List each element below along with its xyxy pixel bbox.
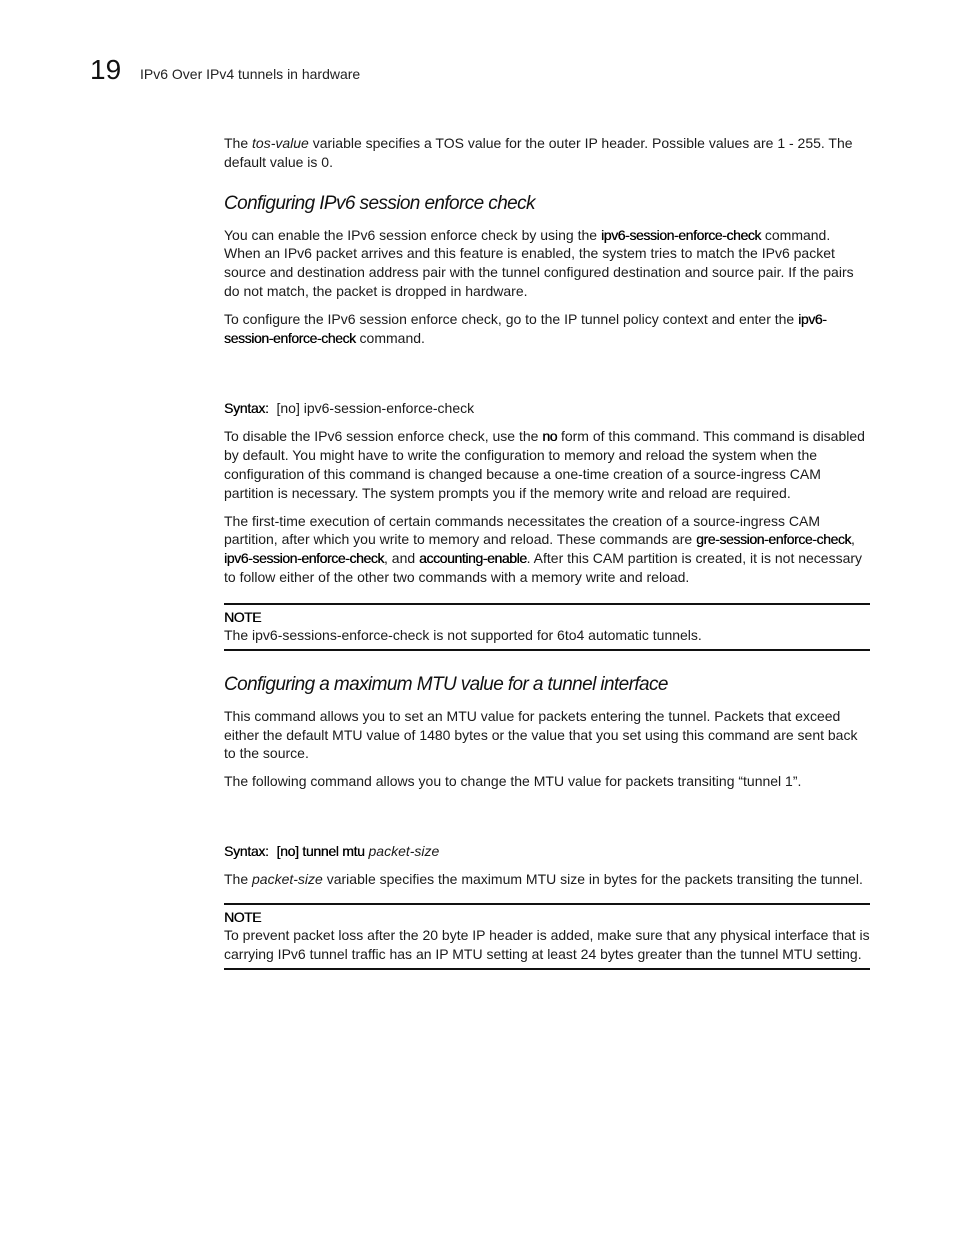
note-text: The ipv6-sessions-enforce-check is not supported for 6to4 automatic tunnels. <box>224 626 702 643</box>
variable-name: tos-value <box>252 135 309 151</box>
syntax-variable: packet-size <box>368 842 440 859</box>
text: form of this command. This command is disabled by default. You might have to write the configuration to memory and reload the system when the configuration of this command is changed because a one-time creation of a source-ingress CAM partition is necessary. The system prompts you if the memory write and reload are required. <box>224 428 865 501</box>
command-name: gre-session-enforce-check <box>696 531 852 548</box>
text: The <box>224 870 253 887</box>
text: command. <box>355 329 425 346</box>
syntax-label: Syntax: <box>224 842 269 859</box>
text: The <box>224 135 253 151</box>
syntax-label: Syntax: <box>224 400 269 417</box>
syntax-line-session-enforce <box>224 399 870 417</box>
text: To disable the IPv6 session enforce check, use the <box>224 428 543 445</box>
note-label: NOTE <box>224 908 261 925</box>
command-name: ipv6-session-enforce-check <box>600 226 761 243</box>
section-heading-session-enforce: Configuring IPv6 session enforce check <box>224 192 535 214</box>
text: , and <box>384 550 420 567</box>
text: variable specifies a TOS value for the outer IP header. Possible values are 1 - 255. The default value is 0. <box>224 135 853 170</box>
mtu-paragraph-2: The following command allows you to change the MTU value for packets transiting “tunnel 1”. <box>224 773 802 790</box>
syntax-text: [no] ipv6-session-enforce-check <box>276 400 475 417</box>
session-enforce-paragraph-1 <box>224 226 870 301</box>
session-enforce-paragraph-4 <box>224 512 870 587</box>
session-enforce-paragraph-3 <box>224 427 870 502</box>
command-name: ipv6-session-enforce-check <box>224 310 827 346</box>
session-enforce-paragraph-2 <box>224 310 870 348</box>
note-label: NOTE <box>224 608 261 625</box>
chapter-title: IPv6 Over IPv4 tunnels in hardware <box>140 66 361 82</box>
text: , <box>851 531 855 548</box>
command-name: ipv6-session-enforce-check <box>224 550 385 567</box>
text: The first-time execution of certain commands necessitates the creation of a source-ingress CAM partition, after which you write to memory and reload. These commands are <box>224 512 821 548</box>
page-content <box>224 134 870 970</box>
note-box-session-enforce <box>224 603 870 651</box>
command-name: accounting-enable <box>419 550 527 567</box>
tos-value-paragraph <box>224 134 870 172</box>
text: To configure the IPv6 session enforce check, go to the IP tunnel policy context and enter the <box>224 310 799 327</box>
text: variable specifies the maximum MTU size in bytes for the packets transiting the tunnel. <box>322 870 863 887</box>
mtu-paragraph-3 <box>224 870 870 889</box>
keyword: no <box>542 428 558 445</box>
variable-name: packet-size <box>252 870 323 887</box>
syntax-command: [no] tunnel mtu <box>276 842 365 859</box>
chapter-number: 19 <box>90 54 122 85</box>
text: . After this CAM partition is created, it is not necessary to follow either of the other two commands with a memory write and reload. <box>224 550 863 585</box>
note-box-mtu <box>224 903 870 970</box>
text: command. When an IPv6 packet arrives and this feature is enabled, the system tries to match the IPv6 packet source and destination address pair with the tunnel configured destination and source pair. If the pairs do not match, the packet is dropped in hardware. <box>224 226 854 299</box>
section-heading-mtu: Configuring a maximum MTU value for a tunnel interface <box>224 673 668 695</box>
note-text: To prevent packet loss after the 20 byte IP header is added, make sure that any physical interface that is carrying IPv6 tunnel traffic has an IP MTU setting at least 24 bytes greater than the tunnel MTU setting. <box>224 926 870 962</box>
mtu-paragraph-1: This command allows you to set an MTU value for packets entering the tunnel. Packets that exceed either the default MTU value of 1480 bytes or the value that you set using this command are sent back to the source. <box>224 707 858 762</box>
syntax-line-mtu <box>224 842 870 860</box>
text: You can enable the IPv6 session enforce check by using the <box>224 226 601 243</box>
